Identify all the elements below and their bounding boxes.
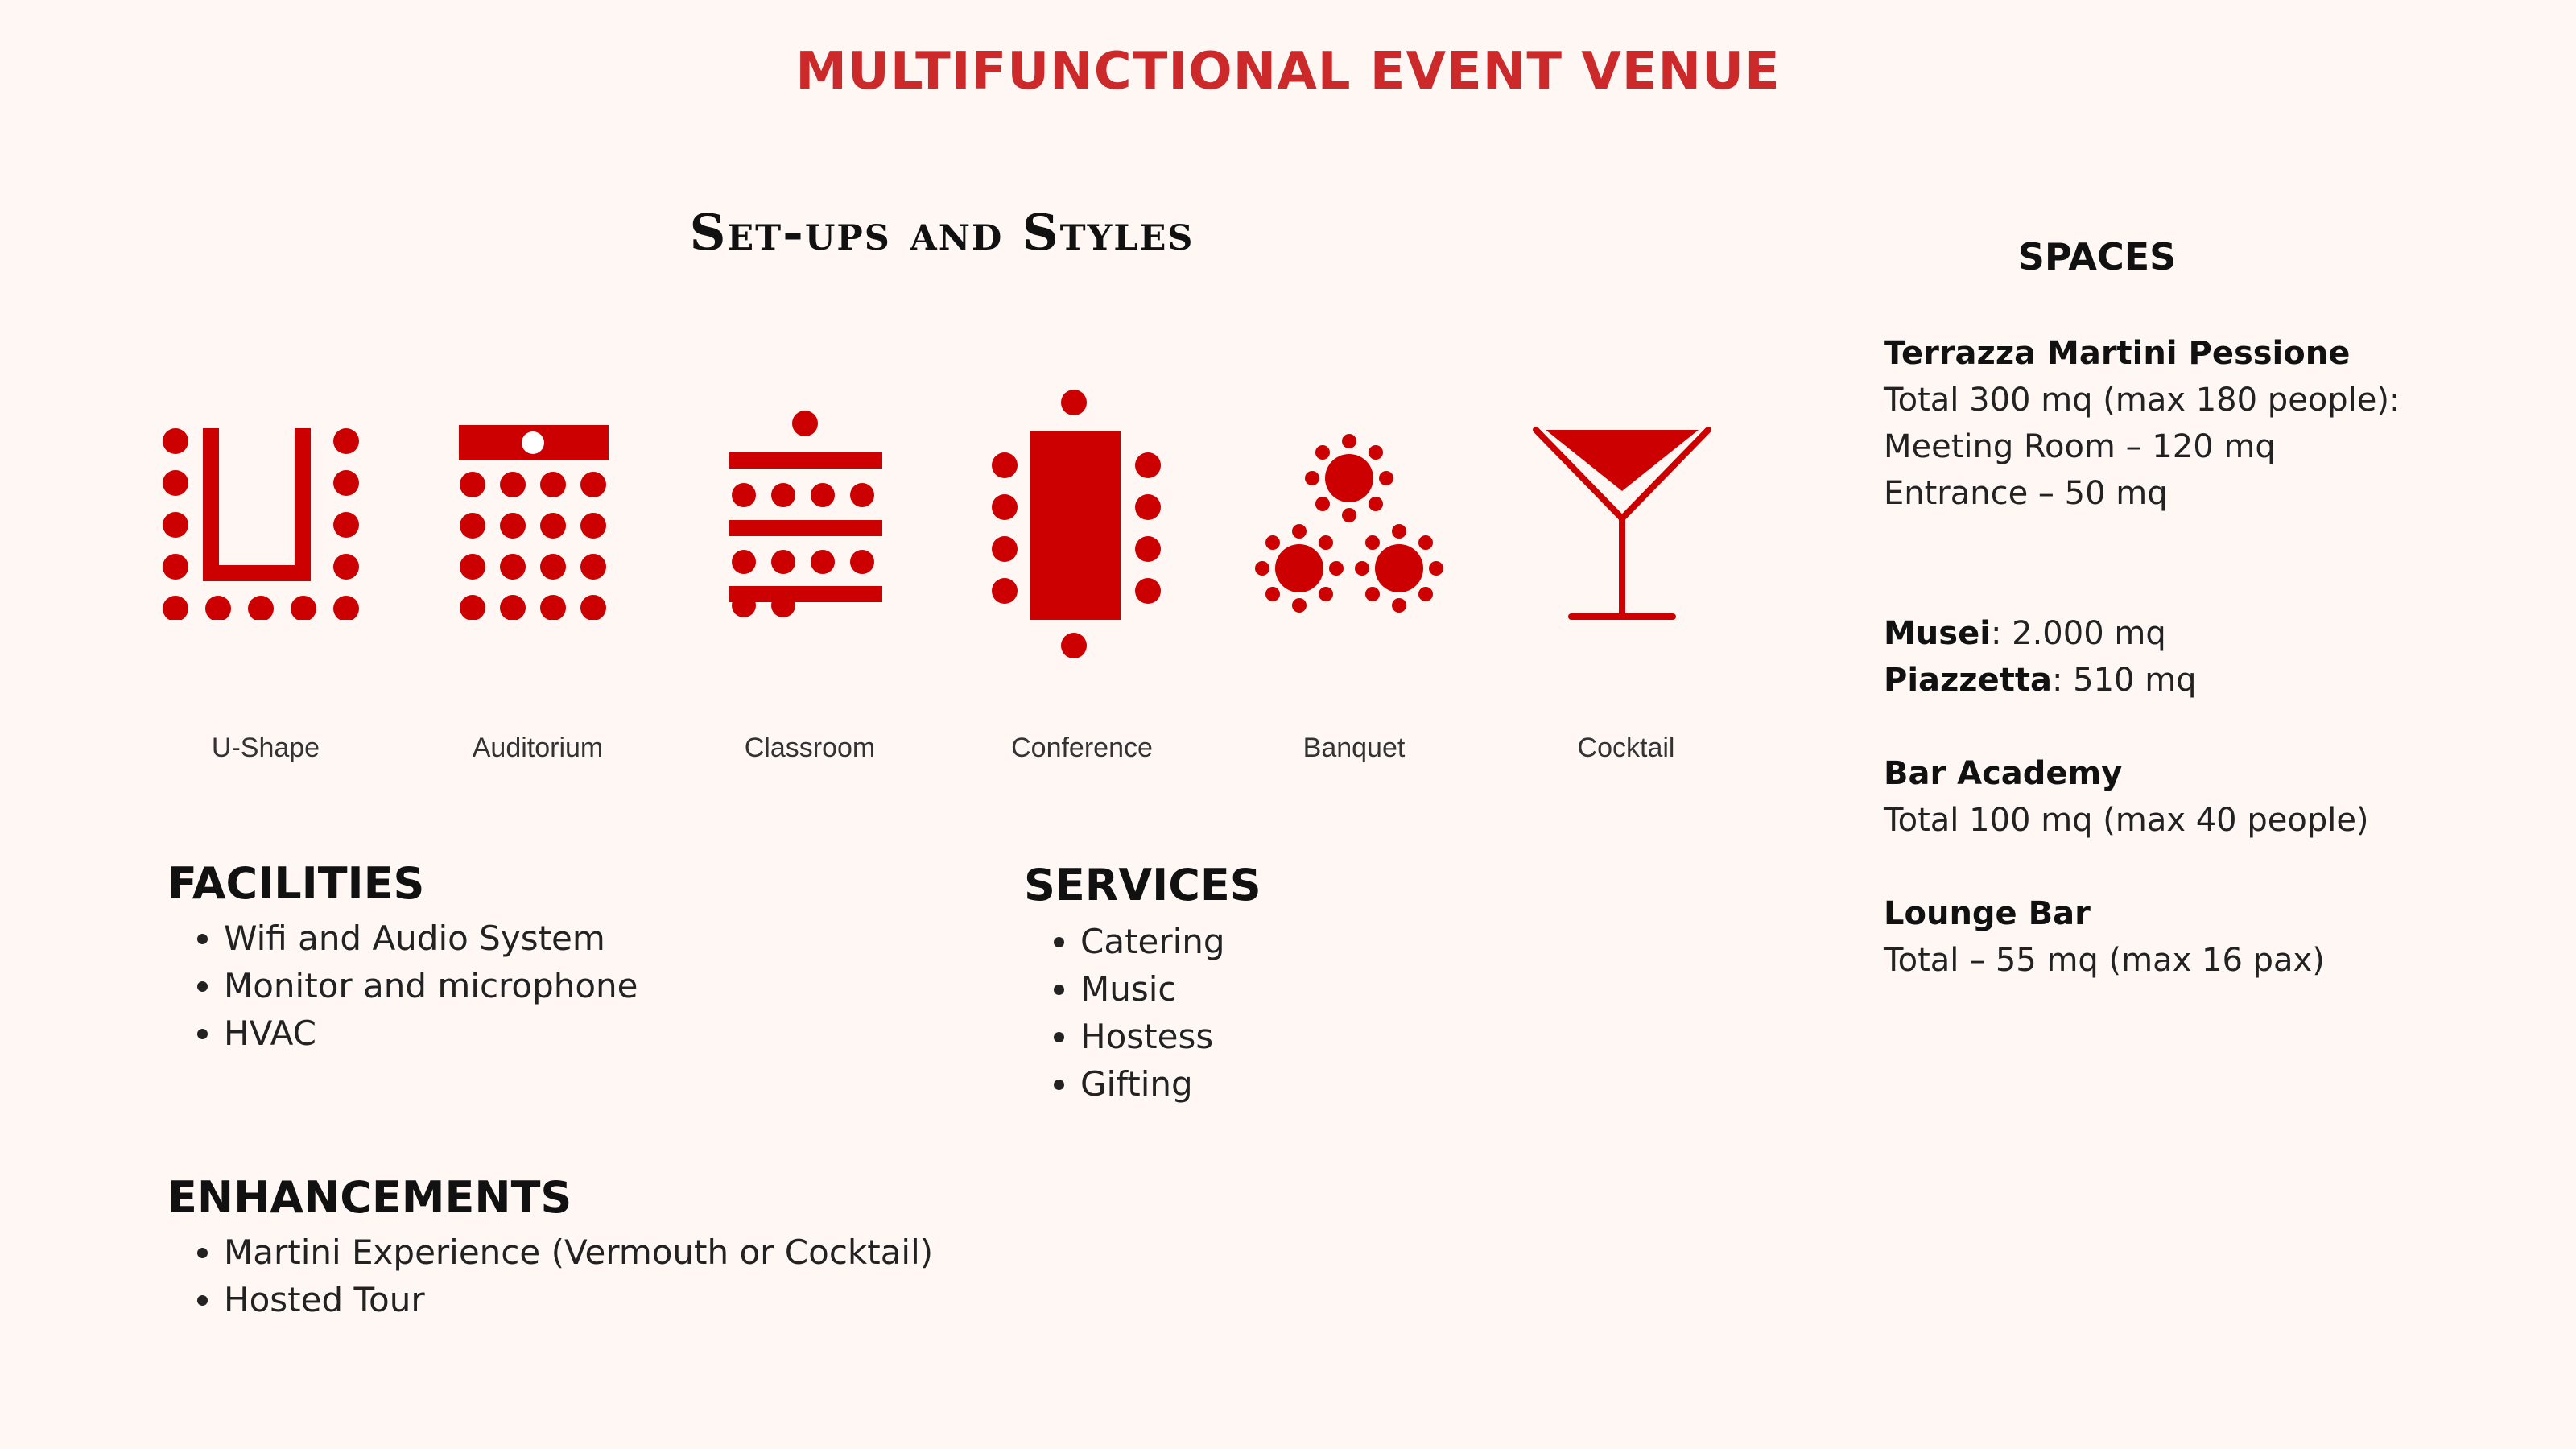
- setup-label: Auditorium: [472, 733, 604, 763]
- space-bar-academy: [1884, 750, 2369, 844]
- setup-cocktail: [1505, 378, 1747, 797]
- space-detail: Total – 55 mq (max 16 pax): [1884, 942, 2325, 979]
- banquet-icon: [1233, 378, 1475, 620]
- list-item: • Catering: [1080, 918, 1225, 965]
- list-item: • Gifting: [1080, 1060, 1225, 1108]
- list-item: • HVAC: [224, 1009, 638, 1057]
- enhancements-list: [167, 1228, 933, 1323]
- space-name: Musei: [1884, 615, 1991, 652]
- page-title: MULTIFUNCTIONAL EVENT VENUE: [795, 42, 1781, 101]
- list-item: • Wifi and Audio System: [224, 914, 638, 962]
- list-item: • Hosted Tour: [224, 1276, 933, 1323]
- setup-classroom: [689, 378, 931, 797]
- space-musei-piazzetta: [1884, 610, 2197, 704]
- setups-row: [145, 378, 1755, 797]
- setup-label: U-Shape: [211, 733, 320, 763]
- setup-label: Banquet: [1302, 733, 1406, 763]
- setup-label: Cocktail: [1577, 733, 1675, 763]
- space-detail: : 510 mq: [2051, 662, 2197, 699]
- space-name: Bar Academy: [1884, 755, 2123, 792]
- classroom-icon: [689, 378, 931, 636]
- space-detail: : 2.000 mq: [1990, 615, 2166, 652]
- conference-icon: [961, 378, 1203, 668]
- space-piazzetta: [1884, 657, 2197, 704]
- setup-conference: [961, 378, 1203, 797]
- space-detail: Entrance – 50 mq: [1884, 475, 2168, 512]
- setups-heading: Set-ups and Styles: [689, 203, 1195, 262]
- space-detail: Total 300 mq (max 180 people):: [1884, 382, 2401, 419]
- facilities-title: FACILITIES: [167, 858, 425, 909]
- space-lounge-bar: [1884, 890, 2325, 984]
- cocktail-icon: [1505, 378, 1747, 636]
- list-item: • Martini Experience (Vermouth or Cocktail): [224, 1228, 933, 1276]
- space-name: Lounge Bar: [1884, 895, 2091, 932]
- space-name: Piazzetta: [1884, 662, 2052, 699]
- space-terrazza: [1884, 330, 2400, 517]
- facilities-list: [167, 914, 638, 1057]
- setup-u-shape: [145, 378, 386, 797]
- setup-label: Classroom: [744, 733, 876, 763]
- list-item: • Hostess: [1080, 1013, 1225, 1060]
- list-item: • Music: [1080, 965, 1225, 1013]
- space-detail: Total 100 mq (max 40 people): [1884, 802, 2369, 839]
- spaces-title: SPACES: [2017, 235, 2177, 279]
- list-item: • Monitor and microphone: [224, 962, 638, 1009]
- auditorium-icon: [417, 378, 658, 620]
- enhancements-title: ENHANCEMENTS: [167, 1172, 572, 1223]
- setup-label: Conference: [1011, 733, 1153, 763]
- setup-banquet: [1233, 378, 1475, 797]
- space-detail: Meeting Room – 120 mq: [1884, 428, 2276, 465]
- services-list: [1024, 918, 1225, 1108]
- services-title: SERVICES: [1024, 860, 1261, 910]
- space-musei: [1884, 610, 2197, 657]
- space-name: Terrazza Martini Pessione: [1884, 335, 2351, 372]
- setup-auditorium: [417, 378, 658, 797]
- u-shape-icon: [145, 378, 386, 620]
